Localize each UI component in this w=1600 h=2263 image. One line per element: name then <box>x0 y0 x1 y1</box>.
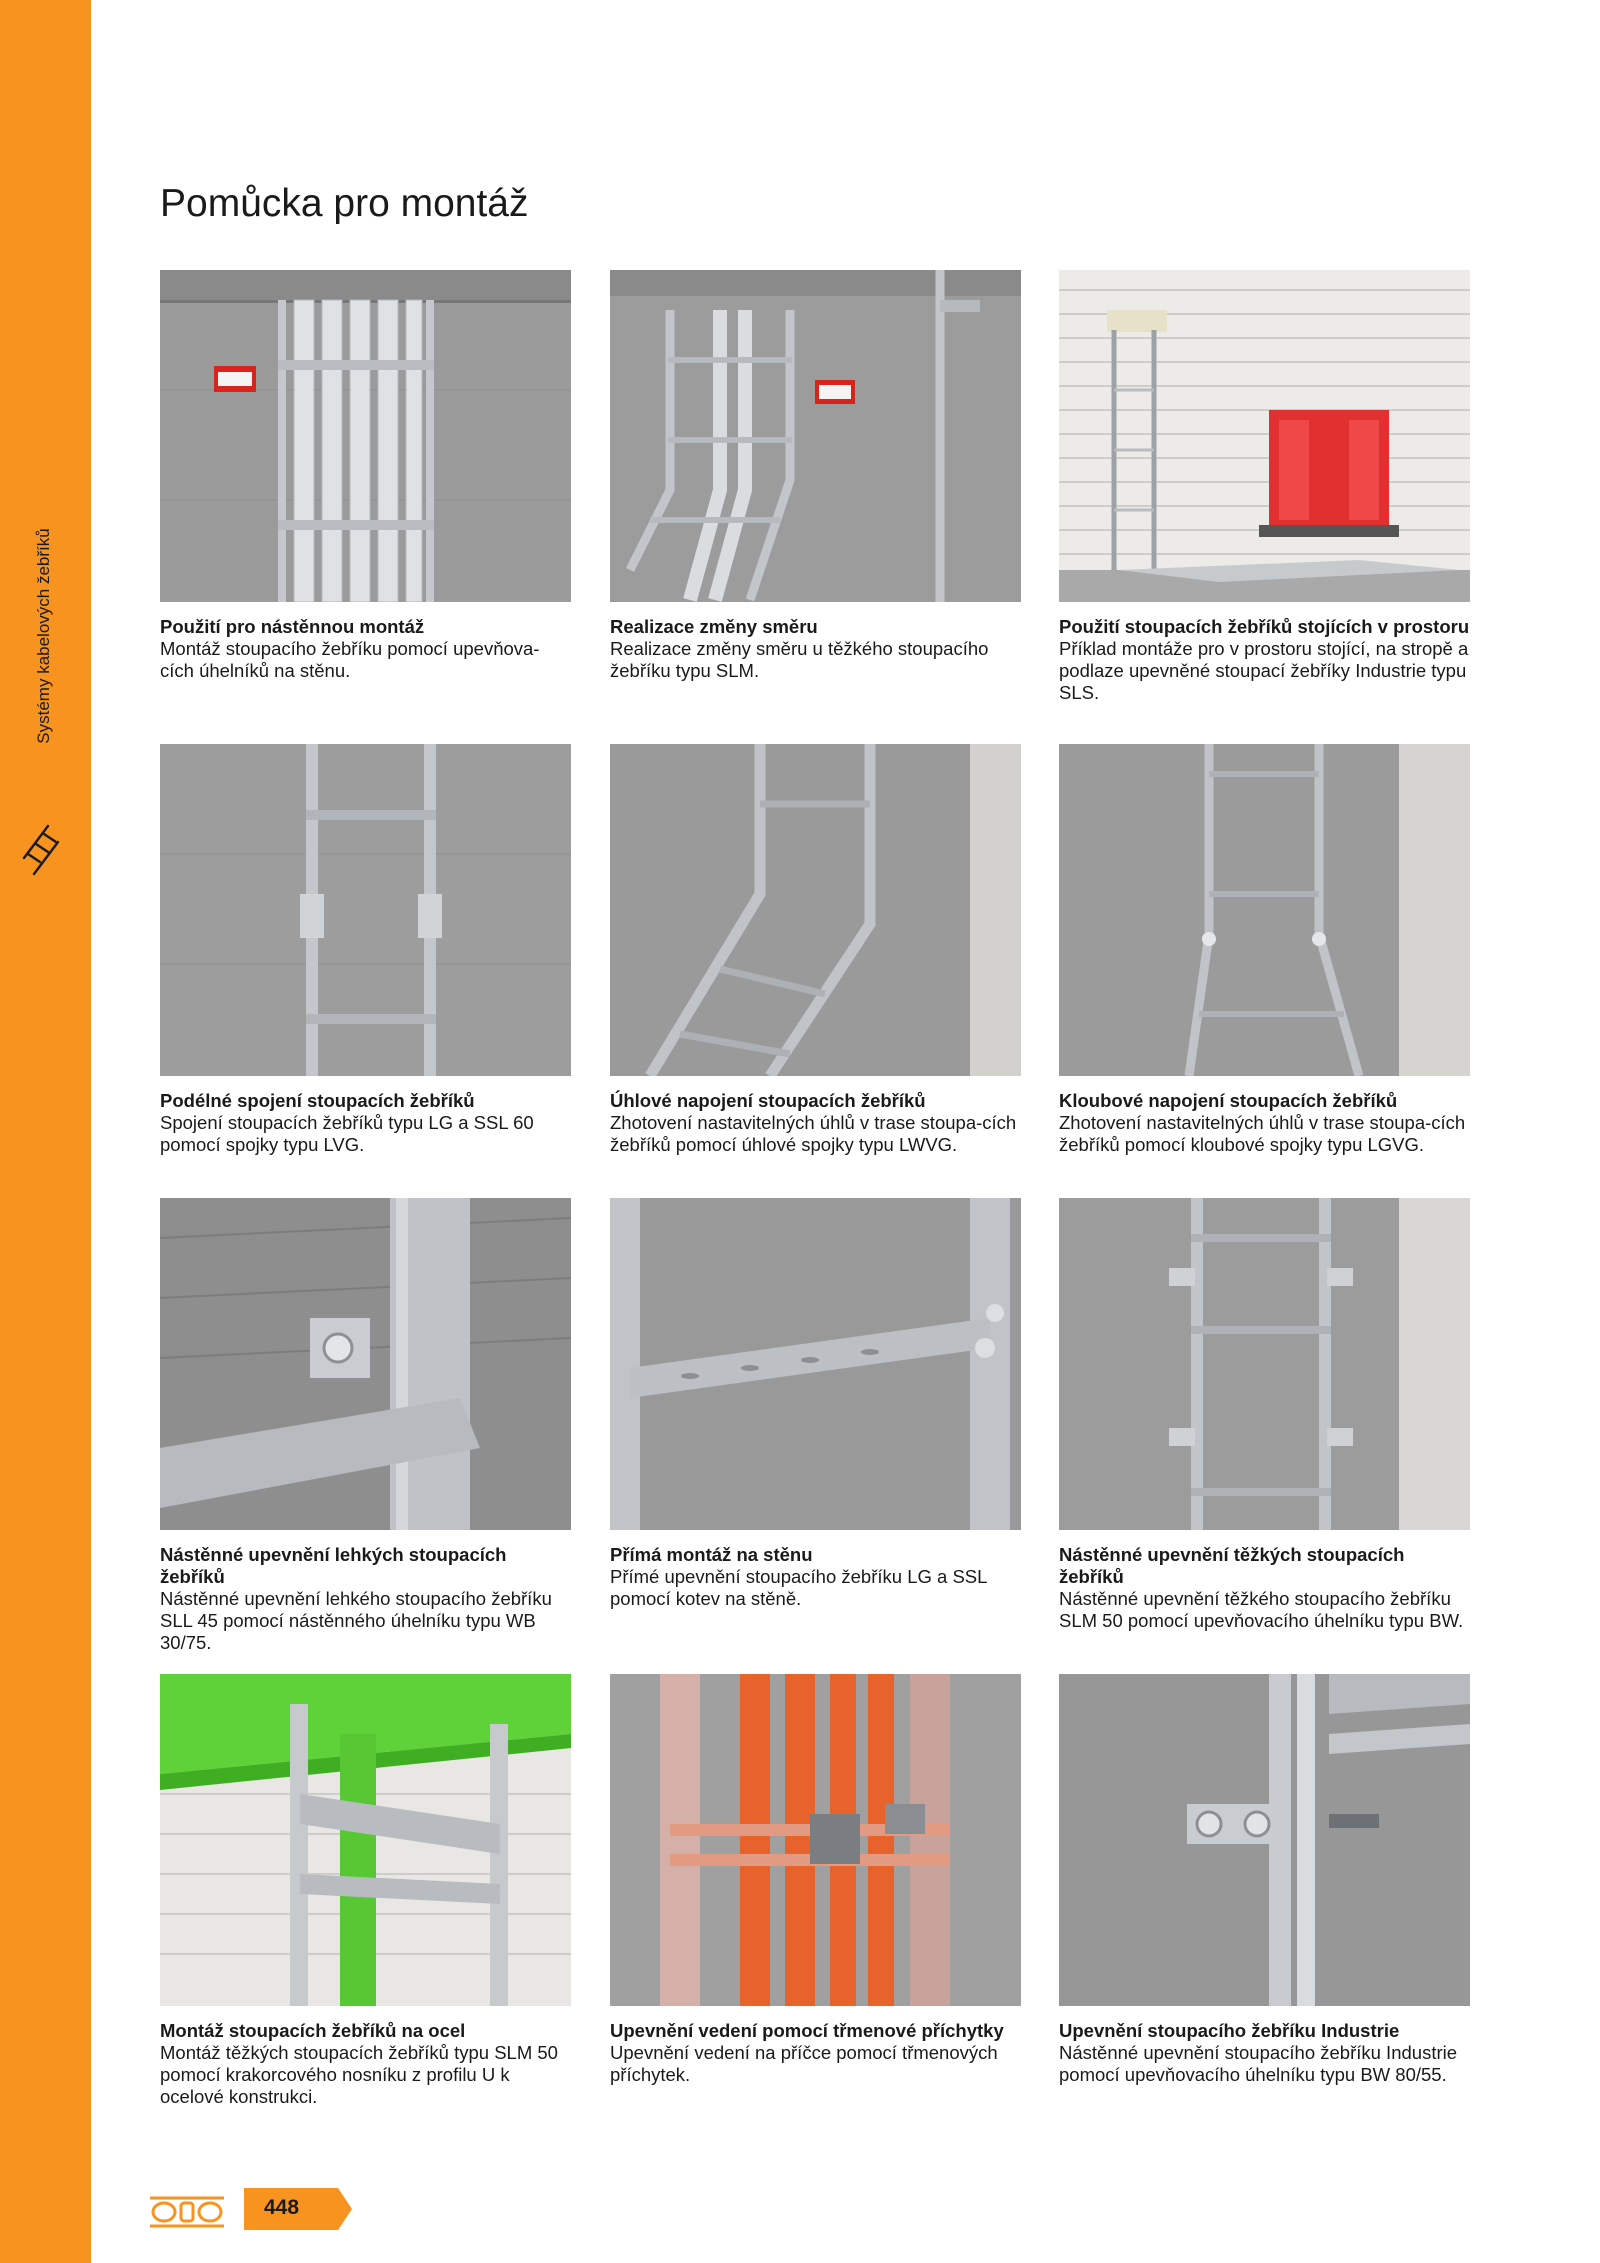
caption-text: Spojení stoupacích žebříků typu LG a SSL 60 pomocí spojky typu LVG. <box>160 1112 534 1155</box>
caption <box>610 1090 1021 1156</box>
caption-text: Montáž stoupacího žebříku pomocí upevňova-cích úhelníků na stěnu. <box>160 638 540 681</box>
caption-title: Podélné spojení stoupacích žebříků <box>160 1090 475 1111</box>
caption-title: Úhlové napojení stoupacích žebříků <box>610 1090 926 1111</box>
caption-title: Použití pro nástěnnou montáž <box>160 616 425 637</box>
caption-title: Přímá montáž na stěnu <box>610 1544 813 1565</box>
caption <box>1059 616 1470 704</box>
caption <box>160 2020 571 2108</box>
sidebar-section-label: Systémy kabelových žebříků <box>34 528 53 744</box>
caption-title: Upevnění stoupacího žebříku Industrie <box>1059 2020 1400 2041</box>
caption-text: Příklad montáže pro v prostoru stojící, na stropě a podlaze upevněné stoupací žebříky Industrie typu SLS. <box>1059 638 1469 703</box>
photo-heavy-wall-fixing <box>1059 1198 1470 1530</box>
caption <box>610 1544 1021 1610</box>
caption <box>610 616 1021 682</box>
page-title: Pomůcka pro montáž <box>160 182 529 225</box>
caption <box>1059 1544 1470 1632</box>
photo-freestanding-ladder <box>1059 270 1470 602</box>
photo-steel-mount <box>160 1674 571 2006</box>
caption-text: Nástěnné upevnění lehkého stoupacího žebříku SLL 45 pomocí nástěnného úhelníku typu WB 30/75. <box>160 1588 552 1653</box>
caption-text: Přímé upevnění stoupacího žebříku LG a SSL pomocí kotev na stěně. <box>610 1566 987 1609</box>
caption-title: Realizace změny směru <box>610 616 818 637</box>
caption <box>160 1544 571 1654</box>
caption-text: Realizace změny směru u těžkého stoupacího žebříku typu SLM. <box>610 638 989 681</box>
caption <box>1059 1090 1470 1156</box>
caption <box>1059 2020 1470 2086</box>
photo-direct-wall-mount <box>610 1198 1021 1530</box>
cable-ladder-icon <box>18 818 64 882</box>
caption <box>160 1090 571 1156</box>
photo-wall-mounted-ladder <box>160 270 571 602</box>
photo-direction-change <box>610 270 1021 602</box>
caption-title: Nástěnné upevnění lehkých stoupacích žebříků <box>160 1544 507 1587</box>
caption-text: Upevnění vedení na příčce pomocí třmenových příchytek. <box>610 2042 998 2085</box>
photo-longitudinal-joint <box>160 744 571 1076</box>
caption-title: Montáž stoupacích žebříků na ocel <box>160 2020 466 2041</box>
photo-cable-clamp <box>610 1674 1021 2006</box>
caption-title: Použití stoupacích žebříků stojících v prostoru <box>1059 616 1470 637</box>
page-number: 448 <box>264 2196 300 2219</box>
caption-title: Nástěnné upevnění těžkých stoupacích žebříků <box>1059 1544 1405 1587</box>
sidebar-stripe <box>0 0 91 2263</box>
caption-title: Kloubové napojení stoupacích žebříků <box>1059 1090 1398 1111</box>
caption-text: Zhotovení nastavitelných úhlů v trase stoupa-cích žebříků pomocí kloubové spojky typu LGVG. <box>1059 1112 1466 1155</box>
photo-light-wall-fixing <box>160 1198 571 1530</box>
photo-hinge-joint <box>1059 744 1470 1076</box>
caption <box>160 616 571 682</box>
caption <box>610 2020 1021 2086</box>
caption-text: Montáž těžkých stoupacích žebříků typu SLM 50 pomocí krakorcového nosníku z profilu U k ocelové konstrukci. <box>160 2042 558 2107</box>
caption-title: Upevnění vedení pomocí třmenové příchytky <box>610 2020 1004 2041</box>
photo-industrie-fixing <box>1059 1674 1470 2006</box>
photo-angle-joint <box>610 744 1021 1076</box>
caption-text: Nástěnné upevnění těžkého stoupacího žebříku SLM 50 pomocí upevňovacího úhelníku typu BW. <box>1059 1588 1464 1631</box>
obo-logo <box>148 2196 226 2228</box>
caption-text: Nástěnné upevnění stoupacího žebříku Industrie pomocí upevňovacího úhelníku typu BW 80/55. <box>1059 2042 1458 2085</box>
caption-text: Zhotovení nastavitelných úhlů v trase stoupa-cích žebříků pomocí úhlové spojky typu LWVG. <box>610 1112 1017 1155</box>
